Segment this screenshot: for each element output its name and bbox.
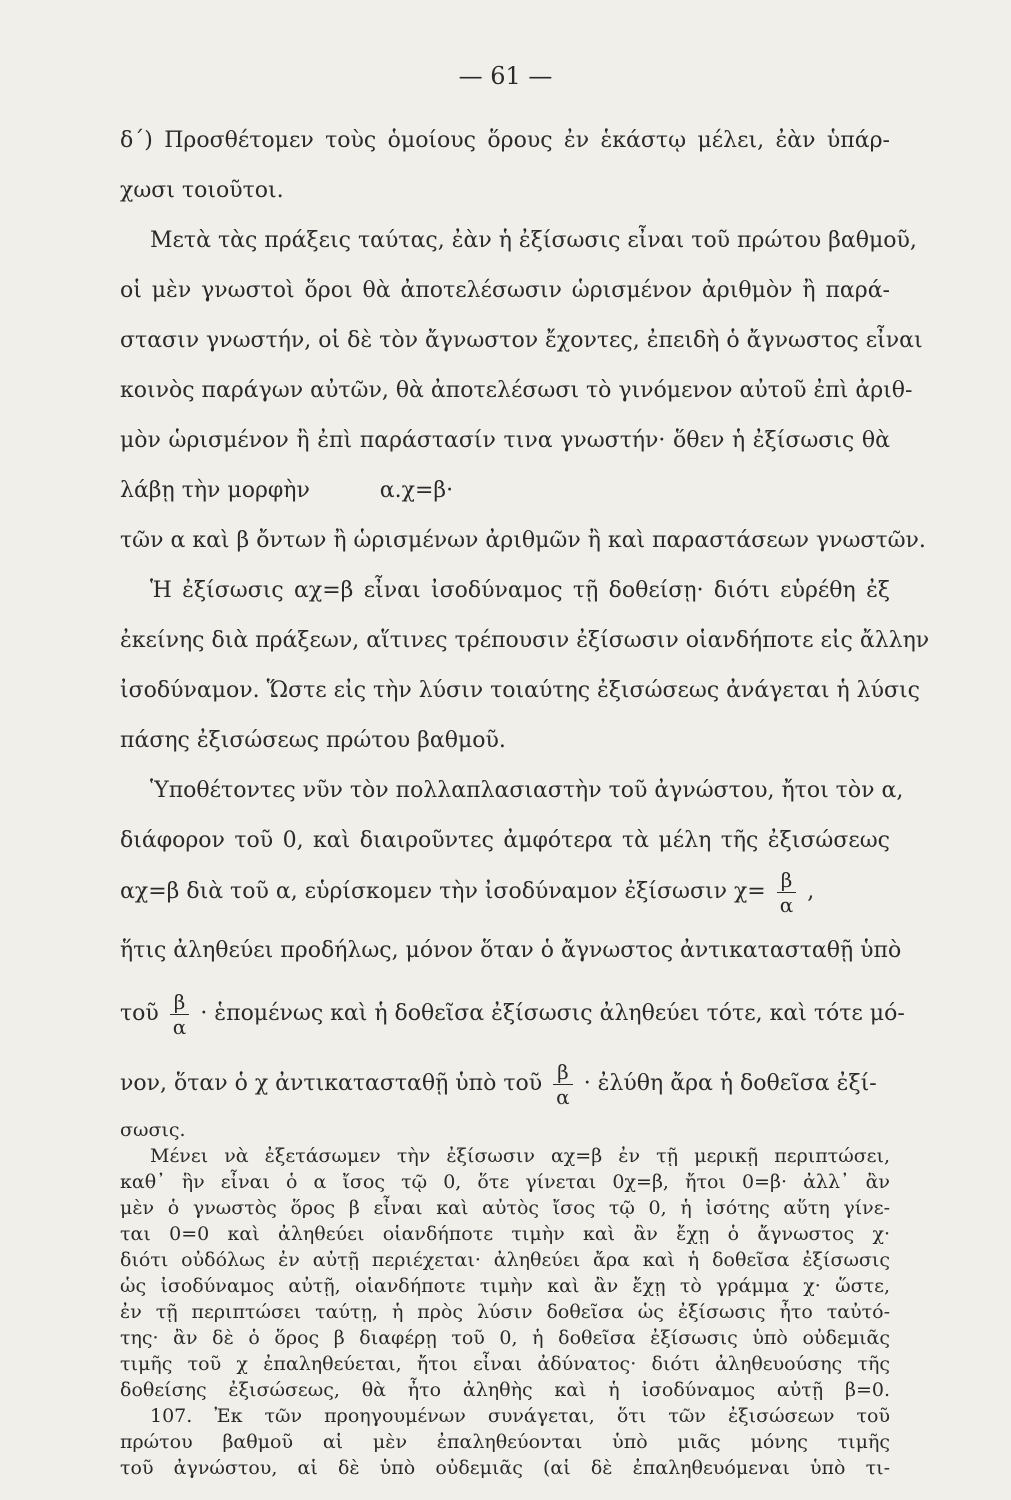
text-line: χωσι τοιοῦτοι.	[120, 178, 284, 203]
text-line: δοθείσης ἐξισώσεως, θὰ ἦτο ἀληθὴς καὶ ἡ ἰσοδύναμος αὐτῇ β=0.	[120, 1379, 890, 1401]
text-line: δ΄) Προσθέτομεν τοὺς ὁμοίους ὅρους ἐν ἑκάστῳ μέλει, ἐὰν ὑπάρ-	[120, 128, 890, 153]
text-line: καθ᾽ ἣν εἶναι ὁ α ἴσος τῷ 0, ὅτε γίνεται 0χ=β, ἤτοι 0=β· ἀλλ᾽ ἂν	[120, 1171, 890, 1193]
fraction-numerator: β	[553, 1062, 573, 1085]
fraction-denominator: α	[556, 1084, 570, 1109]
text-line: ται 0=0 καὶ ἀληθεύει οἱανδήποτε τιμὴν καὶ ἂν ἔχῃ ὁ ἄγνωστος χ·	[120, 1223, 890, 1245]
text-line: ἐν τῇ περιπτώσει ταύτῃ, ἡ πρὸς λύσιν δοθεῖσα ὡς ἐξίσωσις ἦτο ταὐτό-	[120, 1301, 890, 1323]
text-segment: αχ=β διὰ τοῦ α, εὑρίσκομεν τὴν ἰσοδύναμον ἐξίσωσιν χ=	[120, 879, 766, 904]
fraction-denominator: α	[172, 1014, 187, 1039]
equation-line	[120, 864, 890, 920]
text-line: μὸν ὡρισμένον ἢ ἐπὶ παράστασίν τινα γνωστήν· ὅθεν ἡ ἐξίσωσις θὰ	[120, 428, 890, 453]
fraction-numerator: β	[170, 992, 190, 1015]
text-line: πάσης ἐξισώσεως πρώτου βαθμοῦ.	[120, 728, 506, 753]
text-line: ἥτις ἀληθεύει προδήλως, μόνον ὅταν ὁ ἄγνωστος ἀντικατασταθῇ ὑπὸ	[120, 938, 902, 963]
text-segment: · ἐλύθη ἄρα ἡ δοθεῖσα ἐξί-	[583, 1071, 877, 1096]
text-line: τοῦ ἀγνώστου, αἱ δὲ ὑπὸ οὐδεμιᾶς (αἱ δὲ ἐπαληθευόμεναι ὑπὸ τι-	[120, 1457, 890, 1479]
text-line: στασιν γνωστήν, οἱ δὲ τὸν ἄγνωστον ἔχοντες, ἐπειδὴ ὁ ἄγνωστος εἶναι	[120, 328, 923, 353]
text-line: Ὑποθέτοντες νῦν τὸν πολλαπλασιαστὴν τοῦ ἀγνώστου, ἤτοι τὸν α,	[150, 778, 904, 803]
text-line: τῶν α καὶ β ὄντων ἢ ὡρισμένων ἀριθμῶν ἢ καὶ παραστάσεων γνωστῶν.	[120, 528, 926, 553]
page-number: — 61 —	[458, 62, 553, 90]
text-segment: τοῦ	[120, 1001, 159, 1026]
text-line: σωσις.	[120, 1119, 186, 1141]
text-segment: ,	[807, 879, 815, 904]
text-line: διάφορον τοῦ 0, καὶ διαιροῦντες ἀμφότερα τὰ μέλη τῆς ἐξισώσεως	[120, 828, 890, 853]
text-line: 107. Ἐκ τῶν προηγουμένων συνάγεται, ὅτι τῶν ἐξισώσεων τοῦ	[150, 1405, 890, 1427]
text-line: ἐκείνης διὰ πράξεων, αἵτινες τρέπουσιν ἐξίσωσιν οἱανδήποτε εἰς ἄλλην	[120, 628, 930, 653]
fraction	[170, 989, 190, 1039]
equation-line	[120, 986, 905, 1042]
text-segment: νον, ὅταν ὁ χ ἀντικατασταθῇ ὑπὸ τοῦ	[120, 1071, 543, 1096]
text-line: ἰσοδύναμον. Ὥστε εἰς τὴν λύσιν τοιαύτης ἐξισώσεως ἀνάγεται ἡ λύσις	[120, 678, 920, 703]
text-line: τιμῆς τοῦ χ ἐπαληθεύεται, ἤτοι εἶναι ἀδύνατος· διότι ἀληθευούσης τῆς	[120, 1353, 890, 1375]
equation-line	[120, 1056, 890, 1112]
text-line: ὡς ἰσοδύναμος αὐτῇ, οἱανδήποτε τιμὴν καὶ ἂν ἔχῃ τὸ γράμμα χ· ὥστε,	[120, 1275, 890, 1297]
fraction	[777, 867, 797, 917]
text-line: μὲν ὁ γνωστὸς ὅρος β εἶναι καὶ αὐτὸς ἴσος τῷ 0, ἡ ἰσότης αὕτη γίνε-	[120, 1197, 890, 1219]
text-line: πρώτου βαθμοῦ αἱ μὲν ἐπαληθεύονται ὑπὸ μιᾶς μόνης τιμῆς	[120, 1431, 890, 1453]
text-line: οἱ μὲν γνωστοὶ ὅροι θὰ ἀποτελέσωσιν ὡρισμένον ἀριθμὸν ἢ παρά-	[120, 278, 890, 303]
text-line: της· ἂν δὲ ὁ ὅρος β διαφέρῃ τοῦ 0, ἡ δοθεῖσα ἐξίσωσις ὑπὸ οὐδεμιᾶς	[120, 1327, 890, 1349]
fraction-numerator: β	[777, 870, 797, 893]
text-segment: · ἑπομένως καὶ ἡ δοθεῖσα ἐξίσωσις ἀληθεύει τότε, καὶ τότε μό-	[200, 1001, 905, 1026]
text-line: κοινὸς παράγων αὐτῶν, θὰ ἀποτελέσωσι τὸ γινόμενον αὐτοῦ ἐπὶ ἀριθ-	[120, 378, 913, 403]
text-line: Μένει νὰ ἐξετάσωμεν τὴν ἐξίσωσιν αχ=β ἐν τῇ μερικῇ περιπτώσει,	[150, 1145, 890, 1167]
fraction-denominator: α	[779, 892, 794, 917]
fraction	[553, 1059, 573, 1109]
text-line: διότι οὐδόλως ἐν αὐτῇ περιέχεται· ἀληθεύει ἄρα καὶ ἡ δοθεῖσα ἐξίσωσις	[120, 1249, 890, 1271]
text-line: λάβῃ τὴν μορφὴν α.χ=β·	[120, 478, 454, 503]
text-line: Μετὰ τὰς πράξεις ταύτας, ἐὰν ἡ ἐξίσωσις εἶναι τοῦ πρώτου βαθμοῦ,	[150, 228, 917, 253]
text-line: Ἡ ἐξίσωσις αχ=β εἶναι ἰσοδύναμος τῇ δοθείσῃ· διότι εὑρέθη ἐξ	[150, 578, 890, 603]
